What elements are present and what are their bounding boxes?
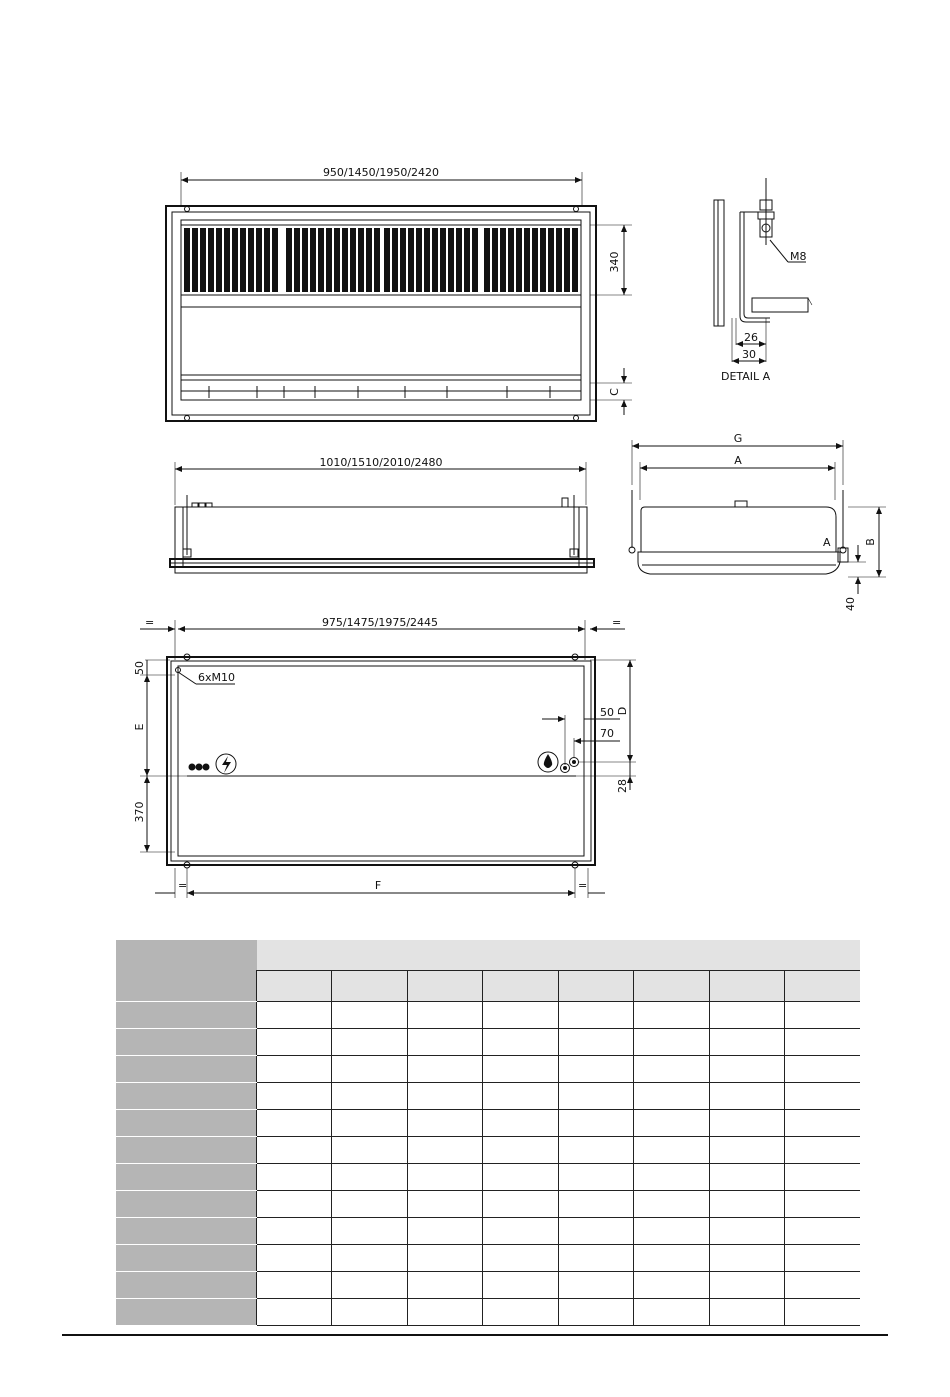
front-c-label: C [608, 388, 621, 396]
table-cell [709, 1191, 784, 1218]
table-cell [332, 1110, 407, 1137]
detail-dim-30: 30 [742, 348, 756, 361]
table-cell [634, 1164, 709, 1191]
grille-slot [572, 228, 578, 292]
table-cell [634, 1110, 709, 1137]
table-cell [709, 1056, 784, 1083]
table-column-header [483, 971, 558, 1002]
table-cell [407, 1029, 482, 1056]
grille-slot [416, 228, 422, 292]
top-dim-370: 370 [133, 801, 146, 823]
table-cell [407, 1083, 482, 1110]
table-cell [257, 1272, 332, 1299]
table-cell [257, 1056, 332, 1083]
grille-slot [358, 228, 364, 292]
grille-slot [408, 228, 414, 292]
grille-slot [492, 228, 498, 292]
table-cell [558, 1164, 633, 1191]
table-cell [558, 1299, 633, 1326]
table-cell [332, 1002, 407, 1029]
end-view [629, 432, 886, 611]
end-a-label: A [734, 454, 742, 467]
grille-slot [208, 228, 214, 292]
table-cell [483, 1083, 558, 1110]
mount-plate [167, 657, 595, 865]
table-cell [558, 1218, 633, 1245]
grille-slot [200, 228, 206, 292]
top-eq-bottom-right: = [578, 879, 588, 892]
grille-slot [192, 228, 198, 292]
grille-slot [432, 228, 438, 292]
table-column-header [558, 971, 633, 1002]
table-column-header [634, 971, 709, 1002]
table-cell [709, 1245, 784, 1272]
table-cell [483, 1029, 558, 1056]
table-cell [483, 1245, 558, 1272]
grille-slot [516, 228, 522, 292]
table-cell [257, 1218, 332, 1245]
table-cell [257, 1083, 332, 1110]
table-cell [558, 1272, 633, 1299]
table-cell [407, 1191, 482, 1218]
table-cell [709, 1137, 784, 1164]
table-cell [634, 1083, 709, 1110]
table-cell [709, 1272, 784, 1299]
grille-slot [556, 228, 562, 292]
table-row [116, 1299, 860, 1326]
detail-title: DETAIL A [721, 370, 771, 383]
grille-slot [374, 228, 380, 292]
table-cell [257, 1029, 332, 1056]
table-cell [558, 1110, 633, 1137]
table-cell [483, 1056, 558, 1083]
table-cell [332, 1137, 407, 1164]
grille-slot [532, 228, 538, 292]
table-cell [558, 1083, 633, 1110]
end-b-label: B [864, 538, 877, 546]
table-cell [558, 1137, 633, 1164]
table-cell [257, 1164, 332, 1191]
table-cell [332, 1164, 407, 1191]
table-cell [709, 1110, 784, 1137]
table-cell [257, 1191, 332, 1218]
grille-slot [248, 228, 254, 292]
table-row [116, 1029, 860, 1056]
end-dim-40: 40 [844, 597, 857, 611]
grille-slot [326, 228, 332, 292]
table-cell [483, 1137, 558, 1164]
detail-a [714, 178, 812, 383]
grille-slot [294, 228, 300, 292]
top-eq-left: = [145, 616, 155, 629]
table-row-header [116, 1029, 257, 1056]
front-width-label: 950/1450/1950/2420 [322, 166, 440, 179]
top-f-label: F [374, 879, 382, 892]
table-cell [785, 1299, 860, 1326]
detail-bolt-label: M8 [790, 250, 807, 263]
table-cell [483, 1164, 558, 1191]
louver-ticks [181, 386, 581, 398]
grille-slot [310, 228, 316, 292]
table-cell [407, 1137, 482, 1164]
grille-slot [318, 228, 324, 292]
table-row-header [116, 1056, 257, 1083]
table-cell [634, 1272, 709, 1299]
table-cell [257, 1137, 332, 1164]
table-column-header [407, 971, 482, 1002]
table-cell [558, 1002, 633, 1029]
table-cell [709, 1083, 784, 1110]
table-cell [709, 1029, 784, 1056]
top-dim-28: 28 [616, 779, 629, 793]
table-cell [407, 1218, 482, 1245]
table-column-header [709, 971, 784, 1002]
table-cell [483, 1002, 558, 1029]
table-row-header [116, 1245, 257, 1272]
table-cell [709, 1299, 784, 1326]
table-cell [332, 1272, 407, 1299]
grille-slot [500, 228, 506, 292]
table-cell [634, 1002, 709, 1029]
table-cell [483, 1218, 558, 1245]
table-cell [332, 1191, 407, 1218]
grille-slot [392, 228, 398, 292]
table-cell [709, 1218, 784, 1245]
grille-slot [464, 228, 470, 292]
table-row [116, 1137, 860, 1164]
top-d-label: D [616, 706, 629, 716]
table-cell [483, 1299, 558, 1326]
grille-slot [224, 228, 230, 292]
footer-rule [62, 1334, 888, 1336]
table-cell [257, 1299, 332, 1326]
table-cell [483, 1272, 558, 1299]
table-row-header [116, 1164, 257, 1191]
table-cell [709, 1164, 784, 1191]
table-cell [785, 1137, 860, 1164]
table-cell [634, 1191, 709, 1218]
table-cell [634, 1245, 709, 1272]
table-column-header [785, 971, 860, 1002]
table-cell [709, 1002, 784, 1029]
table-cell [407, 1299, 482, 1326]
screw-label: 6xM10 [198, 671, 235, 684]
side-width-label: 1010/1510/2010/2480 [319, 456, 443, 469]
table-group-header [257, 940, 861, 971]
table-column-header [332, 971, 407, 1002]
side-view [170, 456, 594, 573]
grille-slot [524, 228, 530, 292]
grille-slot [256, 228, 262, 292]
table-cell [407, 1245, 482, 1272]
top-e-label: E [133, 723, 146, 731]
table-row-header [116, 1002, 257, 1029]
table-cell [558, 1056, 633, 1083]
table-corner-cell [116, 940, 257, 1002]
table-cell [634, 1218, 709, 1245]
end-g-label: G [733, 432, 743, 445]
table-cell [785, 1245, 860, 1272]
table-cell [257, 1110, 332, 1137]
table-cell [332, 1218, 407, 1245]
grille-slot [342, 228, 348, 292]
table-cell [634, 1029, 709, 1056]
top-eq-bottom-left: = [178, 879, 188, 892]
table-cell [332, 1299, 407, 1326]
top-dim-70: 70 [600, 727, 614, 740]
grille-slot [350, 228, 356, 292]
table-cell [785, 1083, 860, 1110]
table-column-header [257, 971, 332, 1002]
table-cell [332, 1029, 407, 1056]
table-cell [634, 1137, 709, 1164]
grille-slot [424, 228, 430, 292]
front-frame [166, 206, 596, 421]
grille-slot [286, 228, 292, 292]
table-row [116, 1002, 860, 1029]
top-dim-50-side: 50 [600, 706, 614, 719]
table-row-header [116, 1137, 257, 1164]
table-row [116, 1272, 860, 1299]
table-cell [558, 1191, 633, 1218]
table-row-header [116, 1218, 257, 1245]
table-cell [257, 1245, 332, 1272]
grille-slot [216, 228, 222, 292]
table-cell [785, 1272, 860, 1299]
grille-slot [272, 228, 278, 292]
grille-slot [366, 228, 372, 292]
grille-slot [334, 228, 340, 292]
grille-slot [264, 228, 270, 292]
table-cell [785, 1218, 860, 1245]
table-cell [257, 1002, 332, 1029]
table-cell [785, 1164, 860, 1191]
table-row [116, 1218, 860, 1245]
table-cell [407, 1002, 482, 1029]
grille-slot [400, 228, 406, 292]
table-row [116, 1164, 860, 1191]
table-cell [634, 1299, 709, 1326]
top-width-label: 975/1475/1975/2445 [321, 616, 439, 629]
grille-slot [440, 228, 446, 292]
table-cell [785, 1110, 860, 1137]
detail-dim-26: 26 [744, 331, 758, 344]
grille-slot [564, 228, 570, 292]
grille-slot [456, 228, 462, 292]
grille-slot [540, 228, 546, 292]
table-cell [785, 1056, 860, 1083]
grille-slot [448, 228, 454, 292]
table-cell [483, 1191, 558, 1218]
top-eq-right: = [612, 616, 622, 629]
grille-slots [184, 228, 578, 292]
table-row-header [116, 1272, 257, 1299]
table-row [116, 1245, 860, 1272]
table-cell [785, 1191, 860, 1218]
table-row [116, 1083, 860, 1110]
table-cell [332, 1056, 407, 1083]
end-detail-marker: A [823, 536, 831, 549]
grille-slot [184, 228, 190, 292]
dimension-table [116, 940, 860, 1326]
table-row [116, 1110, 860, 1137]
top-view [133, 616, 636, 898]
table-row-header [116, 1083, 257, 1110]
front-view [166, 166, 632, 421]
table-row-header [116, 1299, 257, 1326]
grille-slot [508, 228, 514, 292]
table-cell [332, 1245, 407, 1272]
table-row-header [116, 1191, 257, 1218]
grille-slot [384, 228, 390, 292]
grille-slot [232, 228, 238, 292]
table-cell [332, 1083, 407, 1110]
table-row-header [116, 1110, 257, 1137]
grille-slot [240, 228, 246, 292]
table-cell [785, 1029, 860, 1056]
table-row [116, 1056, 860, 1083]
top-dim-50: 50 [133, 661, 146, 675]
front-height-label: 340 [608, 251, 621, 273]
grille-slot [302, 228, 308, 292]
grille-slot [548, 228, 554, 292]
table-cell [558, 1245, 633, 1272]
table-cell [634, 1056, 709, 1083]
table-cell [483, 1110, 558, 1137]
table-cell [407, 1272, 482, 1299]
table-row [116, 1191, 860, 1218]
table-cell [407, 1110, 482, 1137]
table-cell [558, 1029, 633, 1056]
grille-slot [484, 228, 490, 292]
table-cell [785, 1002, 860, 1029]
grille-slot [472, 228, 478, 292]
table-cell [407, 1056, 482, 1083]
table-cell [407, 1164, 482, 1191]
